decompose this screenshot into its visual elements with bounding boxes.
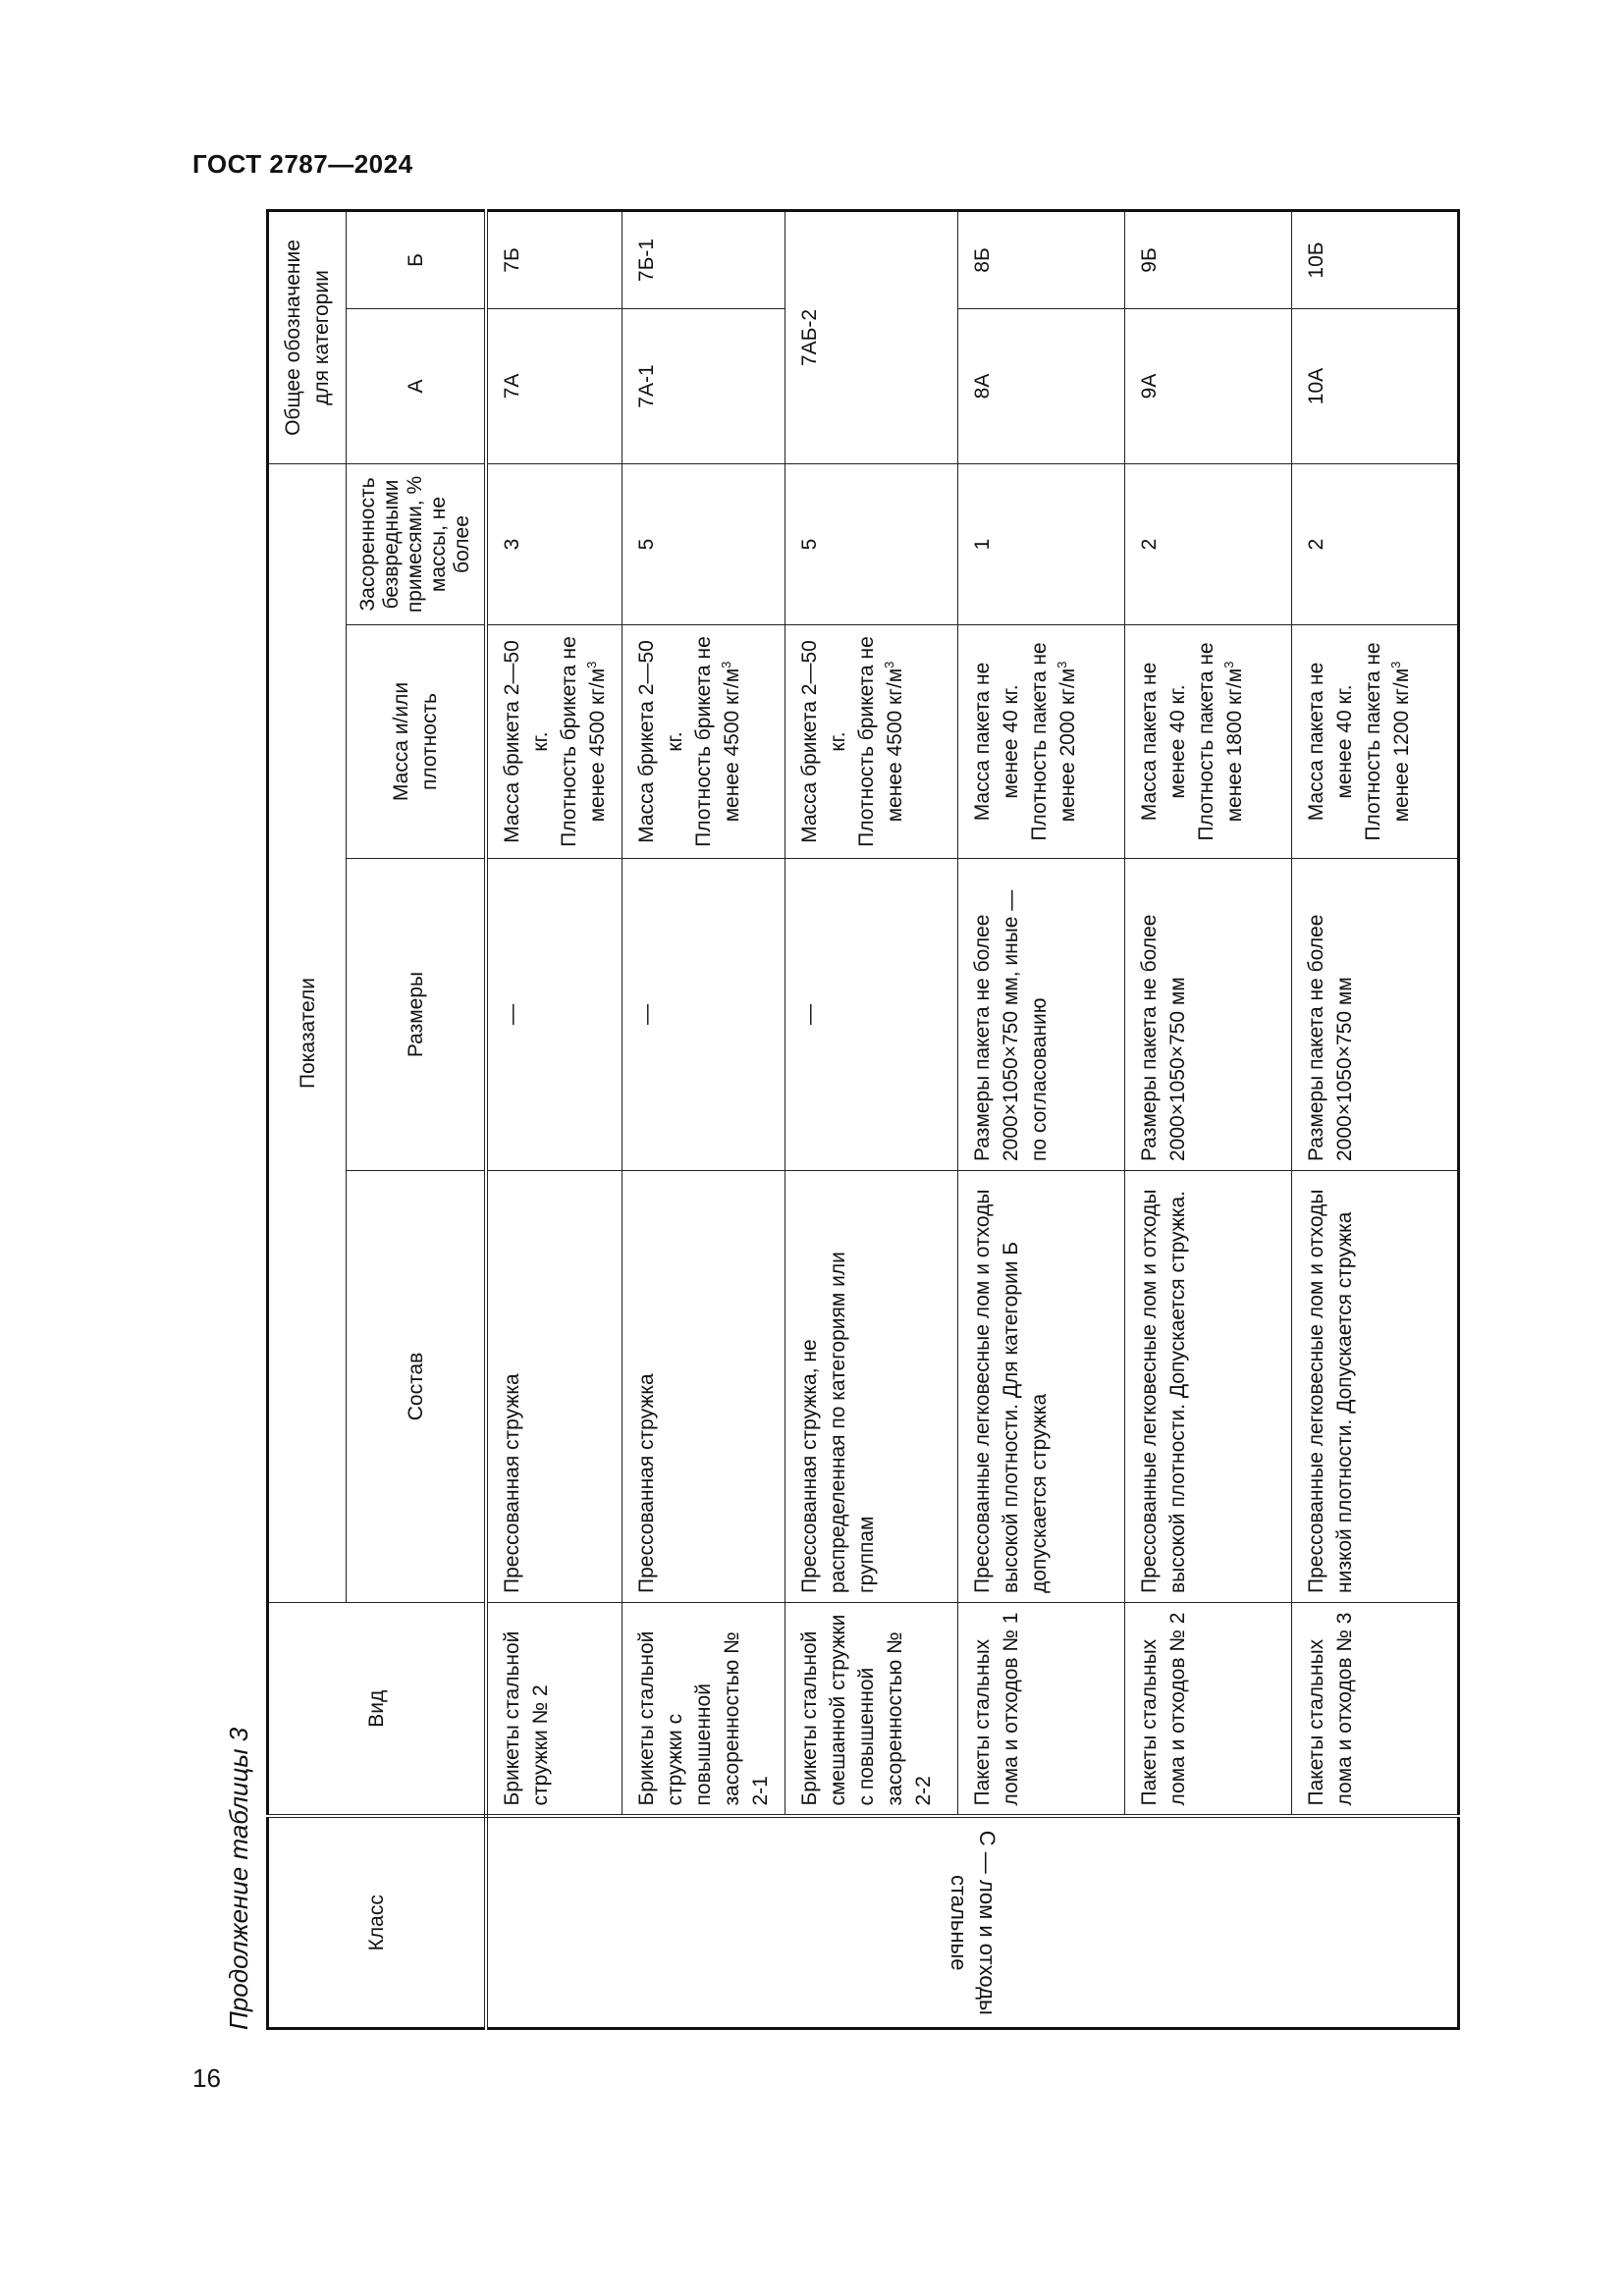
cell-vid: Брикеты стальной смешанной стружки с повышенной засоренностью № 2-2 bbox=[785, 1603, 958, 1817]
cell-zasor: 1 bbox=[958, 464, 1125, 625]
document-id: ГОСТ 2787—2024 bbox=[192, 149, 413, 179]
cell-sostav: Прессованная стружка bbox=[623, 1171, 785, 1603]
cell-cat-a: 7А bbox=[486, 309, 623, 464]
cell-sostav: Прессованные легковесные лом и отходы высокой плотности. Допускается стружка. bbox=[1125, 1171, 1292, 1603]
cell-massa bbox=[623, 625, 785, 859]
superscript: 3 bbox=[719, 661, 733, 668]
cell-cat-b: 8Б bbox=[958, 211, 1125, 309]
cell-sostav: Прессованная стружка bbox=[486, 1171, 623, 1603]
cell-cat-b: 10Б bbox=[1292, 211, 1459, 309]
header-cat-b: Б bbox=[347, 211, 487, 309]
header-pokazateli: Показатели bbox=[268, 464, 347, 1603]
cell-cat-a: 8А bbox=[958, 309, 1125, 464]
cell-zasor: 5 bbox=[785, 464, 958, 625]
cell-massa bbox=[958, 625, 1125, 859]
cell-razmery: — bbox=[486, 859, 623, 1171]
massa-line-2: Плотность брикета не менее 4500 кг/м bbox=[558, 636, 609, 847]
header-obozn: Общее обозначение для категории bbox=[268, 211, 347, 464]
massa-line-2: Плотность пакета не менее 1200 кг/м bbox=[1362, 642, 1413, 841]
cell-vid: Брикеты стальной стружки с повышенной засоренностью № 2-1 bbox=[623, 1603, 785, 1817]
cell-zasor: 5 bbox=[623, 464, 785, 625]
cell-vid: Брикеты стальной стружки № 2 bbox=[486, 1603, 623, 1817]
superscript: 3 bbox=[1221, 661, 1236, 668]
cell-razmery: Размеры пакета не более 2000×1050×750 мм, иные — по согласованию bbox=[958, 859, 1125, 1171]
table-row bbox=[958, 211, 1125, 2029]
cell-cat-a: 10А bbox=[1292, 309, 1459, 464]
cell-razmery: — bbox=[623, 859, 785, 1171]
class-cell bbox=[486, 1817, 1459, 2029]
rotated-table-region bbox=[224, 165, 1500, 2030]
cell-massa bbox=[785, 625, 958, 859]
cell-vid: Пакеты стальных лома и отходов № 1 bbox=[958, 1603, 1125, 1817]
table-row bbox=[785, 211, 958, 2029]
cell-zasor: 2 bbox=[1125, 464, 1292, 625]
cell-sostav: Прессованные легковесные лом и отходы высокой плотности. Для категории Б допускается стружка bbox=[958, 1171, 1125, 1603]
class-label: С — лом и отходы стальные bbox=[946, 1830, 1000, 2015]
cell-cat-a: 9А bbox=[1125, 309, 1292, 464]
header-razmery: Размеры bbox=[347, 859, 487, 1171]
superscript: 3 bbox=[1055, 661, 1069, 668]
cell-zasor: 2 bbox=[1292, 464, 1459, 625]
header-massa: Масса и/или плотность bbox=[347, 625, 487, 859]
cell-cat-b: 9Б bbox=[1125, 211, 1292, 309]
cell-sostav: Прессованные легковесные лом и отходы низкой плотности. Допускается стружка bbox=[1292, 1171, 1459, 1603]
cell-massa bbox=[486, 625, 623, 859]
cell-cat-b: 7Б bbox=[486, 211, 623, 309]
superscript: 3 bbox=[1388, 661, 1403, 668]
massa-line-2: Плотность брикета не менее 4500 кг/м bbox=[692, 636, 743, 847]
massa-line-1: Масса пакета не менее 40 кг. bbox=[1138, 662, 1189, 822]
cell-razmery: Размеры пакета не более 2000×1050×750 мм bbox=[1125, 859, 1292, 1171]
table-row bbox=[623, 211, 785, 2029]
table-row bbox=[1125, 211, 1292, 2029]
header-cat-a: А bbox=[347, 309, 487, 464]
header-sostav: Состав bbox=[347, 1171, 487, 1603]
massa-line-2: Плотность пакета не менее 1800 кг/м bbox=[1195, 642, 1246, 841]
cell-razmery: — bbox=[785, 859, 958, 1171]
cell-cat-a: 7А-1 bbox=[623, 309, 785, 464]
massa-line-1: Масса пакета не менее 40 кг. bbox=[971, 662, 1022, 822]
table-caption: Продолжение таблицы 3 bbox=[224, 1727, 253, 2030]
header-zasor: Засоренность безвредными примесями, % массы, не более bbox=[347, 464, 487, 625]
cell-vid: Пакеты стальных лома и отходов № 2 bbox=[1125, 1603, 1292, 1817]
cell-massa bbox=[1292, 625, 1459, 859]
cell-massa bbox=[1125, 625, 1292, 859]
cell-vid: Пакеты стальных лома и отходов № 3 bbox=[1292, 1603, 1459, 1817]
header-klass: Класс bbox=[268, 1817, 487, 2029]
massa-line-2: Плотность брикета не менее 4500 кг/м bbox=[855, 636, 906, 847]
massa-line-1: Масса брикета 2—50 кг. bbox=[798, 640, 849, 843]
massa-line-1: Масса брикета 2—50 кг. bbox=[501, 640, 552, 843]
cell-sostav: Прессованная стружка, не распределенная по категориям или группам bbox=[785, 1171, 958, 1603]
table-3 bbox=[266, 209, 1460, 2030]
page-number: 16 bbox=[192, 2063, 221, 2093]
header-vid: Вид bbox=[268, 1603, 487, 1817]
cell-razmery: Размеры пакета не более 2000×1050×750 мм bbox=[1292, 859, 1459, 1171]
cell-zasor: 3 bbox=[486, 464, 623, 625]
table-row bbox=[486, 211, 623, 2029]
massa-line-1: Масса брикета 2—50 кг. bbox=[635, 640, 686, 843]
cell-cat-b: 7Б-1 bbox=[623, 211, 785, 309]
table-row bbox=[1292, 211, 1459, 2029]
superscript: 3 bbox=[584, 661, 599, 668]
cell-cat-ab: 7АБ-2 bbox=[785, 211, 958, 464]
massa-line-1: Масса пакета не менее 40 кг. bbox=[1305, 662, 1356, 822]
superscript: 3 bbox=[882, 661, 896, 668]
massa-line-2: Плотность пакета не менее 2000 кг/м bbox=[1028, 642, 1079, 841]
